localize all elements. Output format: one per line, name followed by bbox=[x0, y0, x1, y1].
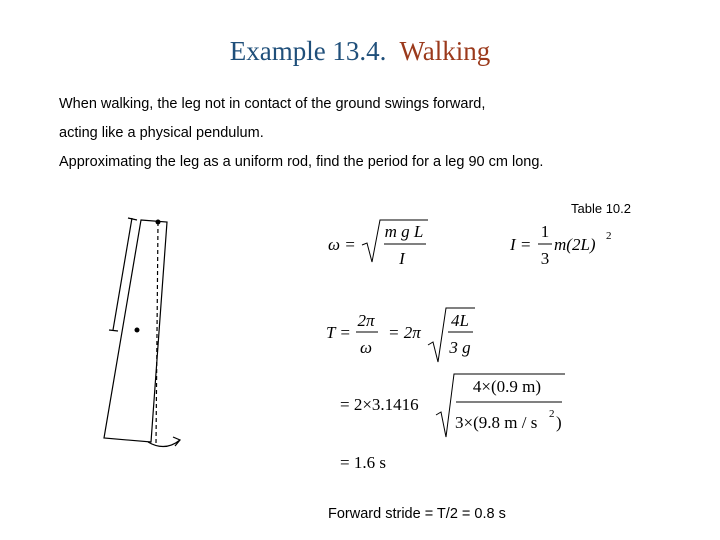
period-numerator-2: 4L bbox=[451, 311, 469, 330]
period-numerator: 2π bbox=[357, 311, 375, 330]
example-topic: Walking bbox=[399, 36, 491, 66]
inertia-lhs: I = bbox=[510, 235, 532, 254]
substitution-formula bbox=[340, 374, 565, 437]
swing-arrow-icon bbox=[173, 437, 180, 446]
paragraph-3: Approximating the leg as a uniform rod, find the period for a leg 90 cm long. bbox=[59, 154, 544, 170]
period-formula bbox=[326, 308, 475, 362]
pivot-point-icon bbox=[156, 220, 161, 225]
period-equals: = 2π bbox=[388, 323, 421, 342]
leg-rod-diagram bbox=[104, 218, 180, 447]
omega-lhs: ω = bbox=[328, 235, 356, 254]
substitution-lhs: = 2×3.1416 bbox=[340, 395, 419, 414]
period-denominator: ω bbox=[359, 338, 373, 357]
result-value: = 1.6 s bbox=[340, 453, 386, 472]
center-of-mass-icon bbox=[135, 328, 140, 333]
period-lhs: T = bbox=[326, 323, 351, 342]
substitution-exponent: 2 bbox=[549, 408, 555, 420]
substitution-close: ) bbox=[556, 413, 562, 432]
table-reference: Table 10.2 bbox=[571, 201, 631, 216]
vertical-reference-line bbox=[156, 222, 158, 444]
substitution-denominator: 3×(9.8 m / s bbox=[455, 413, 538, 432]
inertia-formula bbox=[509, 222, 612, 268]
omega-numerator: m g L bbox=[384, 222, 424, 241]
conclusion-text: Forward stride = T/2 = 0.8 s bbox=[328, 506, 506, 522]
inertia-exponent: 2 bbox=[606, 230, 612, 242]
period-denominator-2: 3 g bbox=[449, 338, 471, 357]
paragraph-2: acting like a physical pendulum. bbox=[59, 125, 264, 141]
inertia-numerator: 1 bbox=[540, 222, 550, 241]
paragraph-1: When walking, the leg not in contact of the ground swings forward, bbox=[59, 96, 486, 112]
substitution-numerator: 4×(0.9 m) bbox=[472, 377, 542, 396]
result-formula bbox=[340, 453, 386, 472]
inertia-denominator: 3 bbox=[540, 249, 550, 268]
length-marker bbox=[113, 218, 132, 330]
inertia-rhs: m(2L) bbox=[554, 235, 596, 254]
example-number: Example 13.4. bbox=[229, 36, 387, 66]
omega-formula bbox=[328, 220, 428, 268]
omega-denominator: I bbox=[399, 249, 405, 268]
